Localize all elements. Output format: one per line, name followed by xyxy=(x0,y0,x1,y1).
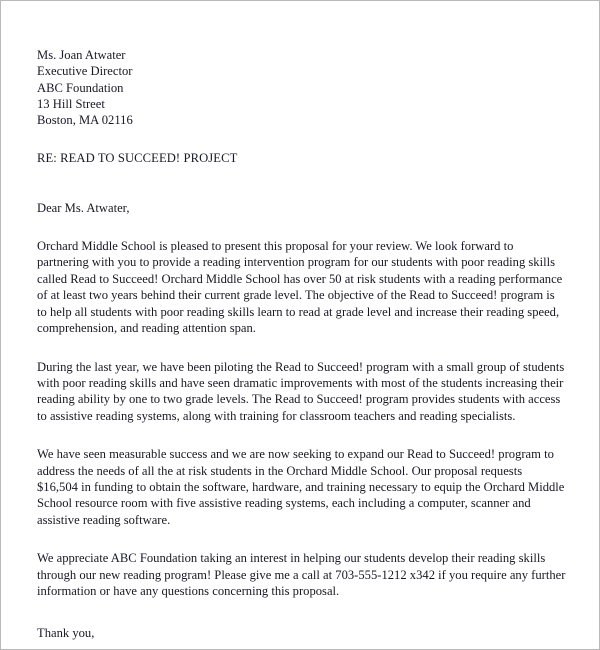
address-line-recipient-name: Ms. Joan Atwater xyxy=(37,48,126,62)
body-paragraph-1: Orchard Middle School is pleased to present this proposal for your review. We look forward to partnering with you to provide a reading intervention program for our students with poor reading skills called Read to Succeed! Orchard Middle School has over 50 at risk students with a reading performance of at least two years behind their current grade level. The objective of the Read to Succeed! program is to help all students with poor reading skills learn to read at grade level and increase their reading speed, comprehension, and reading attention span. xyxy=(37,239,563,336)
subject-line: RE: READ TO SUCCEED! PROJECT xyxy=(37,151,238,166)
recipient-address-block xyxy=(37,47,566,128)
salutation: Dear Ms. Atwater, xyxy=(37,200,130,215)
body-paragraph-2: During the last year, we have been piloting the Read to Succeed! program with a small group of students with poor reading skills and have seen dramatic improvements with most of the students increasing their reading ability by one to two grade levels. The Read to Succeed! program provides students with access to assistive reading systems, along with training for classroom teachers and reading specialists. xyxy=(37,359,565,423)
body-paragraph-4: We appreciate ABC Foundation taking an interest in helping our students develop their reading skills through our new reading program! Please give me a call at 703-555-1212 x342 if you require any further information or have any questions concerning this proposal. xyxy=(37,551,566,598)
body-paragraph-3: We have seen measurable success and we are now seeking to expand our Read to Succeed! program to address the needs of all the at risk students in the Orchard Middle School. Our proposal requests $16,504 in funding to obtain the software, hardware, and training necessary to equip the Orchard Middle School resource room with five assistive reading systems, each including a computer, scanner and assistive reading software. xyxy=(37,447,565,527)
address-line-recipient-title: Executive Director xyxy=(37,64,133,79)
letter-body xyxy=(37,47,566,642)
address-line-city-state-zip: Boston, MA 02116 xyxy=(37,113,133,128)
address-line-organization: ABC Foundation xyxy=(37,80,124,95)
address-line-street: 13 Hill Street xyxy=(37,96,105,111)
closing-salutation: Thank you, xyxy=(37,626,95,641)
